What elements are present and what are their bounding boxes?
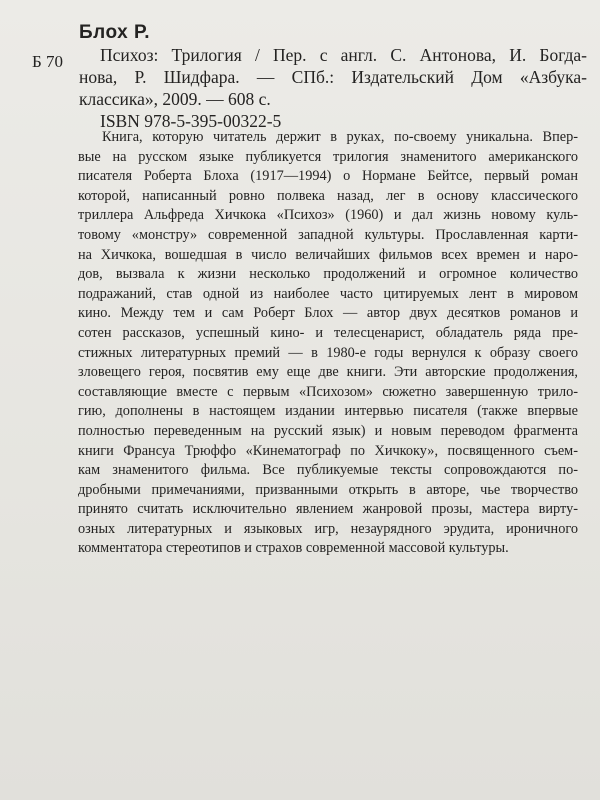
bibliographic-line: Психоз: Трилогия / Пер. с англ. С. Антонова, И. Богда-	[100, 45, 587, 65]
annotation-line: товому «монстру» современной западной культуры. Прославленная карти-	[78, 226, 578, 243]
bibliographic-line: нова, Р. Шидфара. — СПб.: Издательский Дом «Азбука-	[79, 67, 587, 87]
annotation-line: кам знаменитого фильма. Все публикуемые тексты сопровождаются по-	[78, 462, 578, 479]
annotation-line: кино. Между тем и сам Роберт Блох — автор двух десятков романов и	[78, 305, 578, 322]
annotation-line: книги Франсуа Трюффо «Кинематограф по Хичкоку», посвященного съем-	[78, 442, 578, 459]
annotation-line: подражаний, став одной из наиболее часто цитируемых лент в мировом	[78, 285, 578, 302]
annotation-line: стижных литературных премий — в 1980-е годы вернулся к образу своего	[78, 344, 578, 361]
isbn: ISBN 978-5-395-00322-5	[100, 111, 282, 131]
classification-code: Б 70	[32, 52, 64, 71]
annotation-line: вые на русском языке публикуется трилогия знаменитого американского	[78, 148, 578, 165]
annotation-line: сотен рассказов, успешный кино- и телесценарист, обладатель ряда пре-	[78, 324, 578, 341]
author-heading: Блох Р.	[79, 22, 151, 43]
annotation-line: дробными примечаниями, призванными открыть в авторе, чье творчество	[78, 481, 578, 498]
annotation-line: триллера Альфреда Хичкока «Психоз» (1960) и дал жизнь новому куль-	[78, 207, 578, 224]
annotation-line: Книга, которую читатель держит в руках, по-своему уникальна. Впер-	[102, 129, 578, 145]
bibliographic-description	[79, 44, 587, 132]
annotation-line: комментатора стереотипов и страхов современной массовой культуры.	[78, 540, 509, 557]
annotation-line: принято считать исключительно явлением жанровой прозы, мастера вирту-	[78, 501, 578, 518]
annotation-line: которой, написанный ровно полвека назад, лег в основу классического	[78, 187, 578, 204]
annotation-line: дов, вызвала к жизни несколько продолжений и огромное количество	[78, 266, 578, 283]
annotation-line: гию, дополнены в настоящем издании интервью писателя (также впервые	[78, 403, 578, 420]
annotation-line: составляющие вместе с первым «Психозом» сюжетно завершенную трило-	[78, 383, 578, 400]
annotation-line: зловещего героя, посвятив ему еще две книги. Эти авторские продолжения,	[78, 364, 578, 381]
annotation-line: на Хичкока, вошедшая в число величайших фильмов всех времен и наро-	[78, 246, 578, 263]
annotation-line: полностью переведенным на русский язык) и новым переводом фрагмента	[78, 422, 578, 439]
annotation-line: озных литературных и языковых игр, незаурядного эрудита, ироничного	[78, 520, 578, 537]
annotation-paragraph	[78, 128, 578, 559]
bibliographic-line: классика», 2009. — 608 с.	[79, 89, 271, 109]
annotation-line: писателя Роберта Блоха (1917—1994) о Нормане Бейтсе, первый роман	[78, 168, 578, 185]
